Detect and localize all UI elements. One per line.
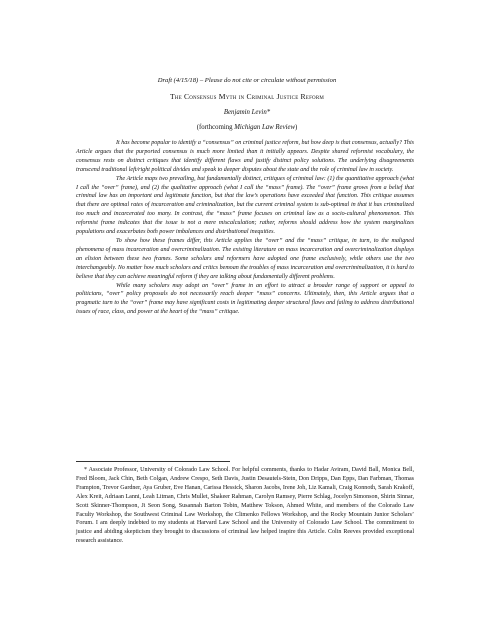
publication-note	[0, 124, 494, 132]
abstract-paragraph: The Article maps two prevailing, but fundamentally distinct, critiques of criminal law: (1) the quantitative approach (what I call the “over” frame), and (2) the qualitative approach (what I call the “mass” frame). The “over” frame grows from a belief that criminal law has an important and legitimate function, but that the law’s operations have exceeded that function. This critique assumes that there are optimal rates of incarceration and criminalization, but the current criminal system is sub-optimal in that it has criminalized too much and incarcerated too many. In contrast, the “mass” frame focuses on criminal law as a socio-cultural phenomenon. This reformist frame indicates that the issue is not a mere miscalculation; rather, reforms should address how the system marginalizes populations and exacerbates both power imbalances and distributional inequities.	[76, 175, 414, 236]
forthcoming-suffix: )	[295, 124, 298, 131]
abstract-paragraph: It has become popular to identify a “consensus” on criminal justice reform, but how deep is that consensus, actually? This Article argues that the purported consensus is much more limited than it initially appears. Despite shared reformist vocabulary, the consensus rests on distinct critiques that identify different flaws and justify distinct policy solutions. The underlying disagreements transcend traditional left/right political divides and speak to deeper disputes about the state and the role of criminal law in society.	[76, 140, 414, 173]
forthcoming-prefix: (forthcoming	[196, 124, 235, 131]
abstract-paragraph: While many scholars may adopt an “over” frame in an effort to attract a broader range of support or appeal to politicians, “over” policy proposals do not necessarily reach deeper “mass” concerns. Ultimately, then, this Article argues that a pragmatic turn to the “over” frame may have significant costs in legitimating deeper structural flaws and failing to address distributional issues of race, class, and power at the heart of the “mass” critique.	[76, 282, 414, 316]
article-title: The Consensus Myth in Criminal Justice Reform	[169, 92, 325, 101]
abstract-paragraph: To show how these frames differ, this Article applies the “over” and the “mass” critique, in turn, to the maligned phenomena of mass incarceration and overcriminalization. The existing literature on mass incarceration and overcriminalization displays an elision between these two frames. Some scholars and reformers have adopted one frame exclusively, while others use the two interchangeably. No matter how much scholars and critics bemoan the troubles of mass incarceration and overcriminalization, it is hard to believe that they can achieve meaningful reform if they are talking about fundamentally different problems.	[76, 237, 414, 280]
footnote-divider	[76, 461, 230, 462]
author-name: Benjamin Levin*	[223, 109, 271, 116]
footnote	[76, 466, 414, 546]
abstract	[76, 139, 414, 317]
footnote-text: * Associate Professor, University of Colorado Law School. For helpful comments, thanks to Hadar Aviram, David Ball, Monica Bell, Fred Bloom, Jack Chin, Beth Colgan, Andrew Crespo, Seth Davis, Justin Desautels-Stein, Don Dripps, Dan Epps, Dan Farbman, Thomas Frampton, Trevor Gardner, Aya Gruber, Eve Hanan, Carissa Hessick, Sharon Jacobs, Irene Joh, Liz Kamali, Craig Konnoth, Sarah Krakoff, Alex Kreit, Adriaan Lanni, Leah Litman, Chris Mullet, Shakeer Rahman, Carolyn Ramsey, Pierre Schlag, Jocelyn Simonson, Shirin Sinnar, Scott Skinner-Thompson, Ji Seon Song, Susannah Barton Tobin, Matthew Tokson, Ahmed White, and members of the Colorado Law Faculty Workshop, the Southwest Criminal Law Workshop, the Climenko Fellows Workshop, and the Rocky Mountain Junior Scholars’ Forum. I am deeply indebted to my students at Harvard Law School and the University of Colorado Law School. The commitment to justice and abiding skepticism they brought to discussions of criminal law helped inspire this Article. Colin Reeves provided exceptional research assistance.	[76, 467, 414, 545]
journal-name: Michigan Law Review	[234, 124, 296, 131]
draft-notice: Draft (4/15/18) – Please do not cite or circulate without permission	[157, 77, 337, 84]
